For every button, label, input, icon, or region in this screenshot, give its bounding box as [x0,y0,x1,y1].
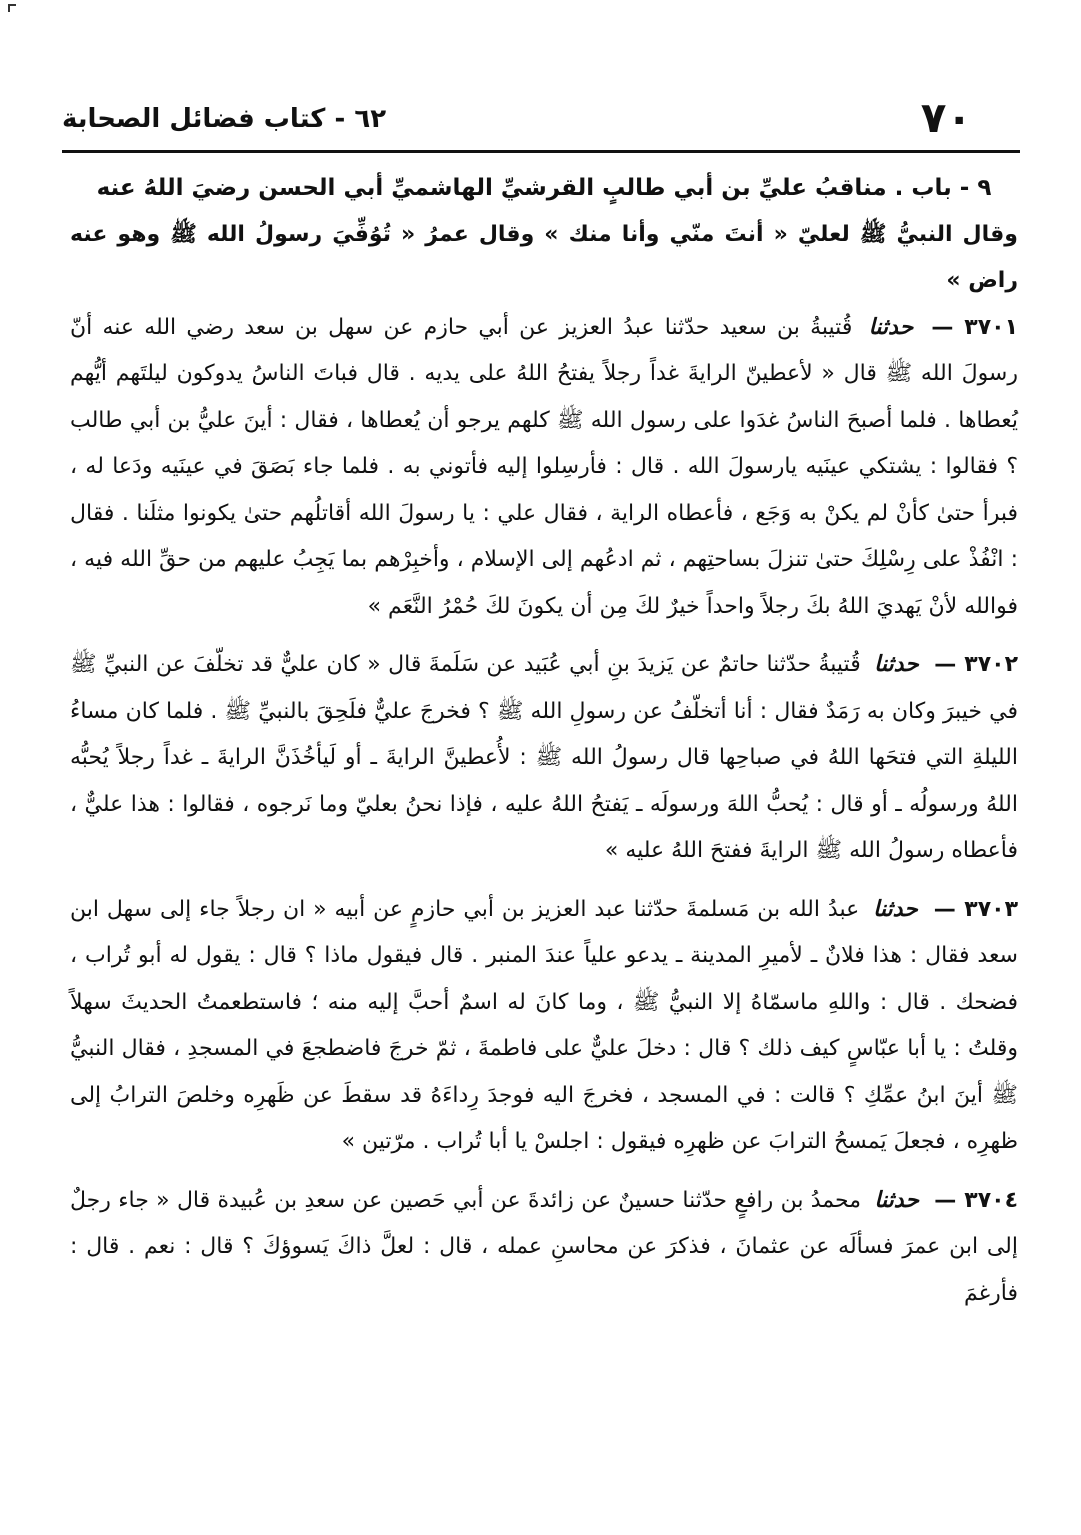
hadith-3702 [70,642,1018,875]
chapter-heading: ٩ - باب . مناقبُ عليِّ بن أبي طالبٍ القرشيِّ الهاشميِّ أبي الحسن رضيَ اللهُ عنه [96,175,992,201]
hadith-opening: حدثنا [873,896,918,922]
page-number: ٧٠ [920,93,972,142]
hadith-3703 [70,887,1018,1166]
hadith-opening: حدثنا [874,1187,919,1213]
hadith-text: قُتيبةُ حدّثنا حاتمٌ عن يَزيدَ بنِ أبي عُبَيد عن سَلَمةَ قال « كان عليٌّ قد تخلّفَ عن النبيِّ ﷺ في خيبرَ وكان به رَمَدٌ فقال : أنا أتخلّفُ عن رسولِ الله ﷺ ؟ فخرجَ عليٌّ فلَحِقَ بالنبيِّ ﷺ . فلما كان مساءُ الليلةِ التي فتحَها اللهُ في صباحِها قال رسولُ الله ﷺ : لأُعطينَّ الرايةَ ـ أو لَيأخُذَنَّ الرايةَ ـ غداً رجلاً يُحبُّه اللهُ ورسولُه ـ أو قال : يُحبُّ اللهَ ورسولَه ـ يَفتحُ اللهُ عليه ، فإذا نحنُ بعليّ وما نَرجوه ، فقالوا : هذا عليٌّ ، فأعطاه رسولُ الله ﷺ الرايةَ ففتحَ اللهُ عليه » [70,652,1018,863]
hadith-opening: حدثنا [868,314,914,340]
page-header [62,92,1012,154]
hadith-text: عبدُ الله بن مَسلمةَ حدّثنا عبد العزيز بن أبي حازمٍ عن أبيه « ان رجلاً جاء إلى سهل ابن سعد فقال : هذا فلانٌ ـ لأميرِ المدينة ـ يدعو علياً عندَ المنبر . قال فيقول ماذا ؟ قال : يقول له أبو تُراب ، فضحك . قال : واللهِ ماسمّاهُ إلا النبيُّ ﷺ ، وما كانَ له اسمٌ أحبَّ إليه منه ؛ فاستطعمتُ الحديثَ سهلاً وقلتُ : يا أبا عبّاسٍ كيف ذلك ؟ قال : دخلَ عليٌّ على فاطمةَ ، ثمّ خرجَ فاضطجعَ في المسجدِ ، فقال النبيُّ ﷺ أينَ ابنُ عمِّكِ ؟ قالت : في المسجد ، فخرجَ اليه فوجدَ رِداءَهُ قد سقطَ عن ظَهرِه وخلصَ الترابُ إلى ظهرِه ، فجعلَ يَمسحُ الترابَ عن ظهرِه فيقول : اجلسْ يا أبا تُراب . مرّتين » [70,896,1018,1154]
hadith-3701 [70,305,1018,631]
hadith-opening: حدثنا [874,652,919,677]
hadith-number: ٣٧٠٢ — [934,652,1018,677]
hadith-text: محمدُ بن رافعٍ حدّثنا حسينٌ عن زائدةَ عن أبي حَصين عن سعدِ بن عُبيدة قال « جاء رجلٌ إلى ابن عمرَ فسألَه عن عثمانَ ، فذكرَ عن محاسنِ عمله ، قال : لعلَّ ذاكَ يَسوؤكَ ؟ قال : نعم . قال : فأرغمَ [70,1187,1018,1306]
hadith-3704 [70,1178,1018,1318]
hadith-number: ٣٧٠٤ — [934,1187,1018,1213]
header-rule [62,150,1020,153]
hadith-number: ٣٧٠١ — [931,314,1018,340]
chapter-intro: وقال النبيُّ ﷺ لعليّ « أنتَ منّي وأنا منك » وقال عمرُ « تُوُفِّيَ رسولُ الله ﷺ وهو عنه راض » [70,221,1018,293]
running-title: ٦٢ - كتاب فضائل الصحابة [62,104,387,134]
scan-corner-mark [8,4,16,12]
hadith-number: ٣٧٠٣ — [933,896,1018,922]
page-body [70,165,1018,1329]
hadith-text: قُتيبةُ بن سعيد حدّثنا عبدُ العزيز عن أبي حازم عن سهل بن سعد رضي الله عنه أنّ رسولَ الله ﷺ قال « لأعطينّ الرايةَ غداً رجلاً يفتحُ اللهُ على يديه . قال فباتَ الناسُ يدوكون ليلتَهم أيُّهم يُعطاها . فلما أصبحَ الناسُ غدَوا على رسول الله ﷺ كلهم يرجو أن يُعطاها ، فقال : أينَ عليُّ بن أبي طالب ؟ فقالوا : يشتكي عينَيه يارسولَ الله . قال : فأرسِلوا إليه فأتوني به . فلما جاء بَصَقَ في عينَيه ودَعا له ، فبرأ حتىٰ كأنْ لم يكنْ به وَجَع ، فأعطاه الراية ، فقال علي : يا رسولَ الله أقاتلُهم حتىٰ يكونوا مثلَنا . فقال : انْفُذْ على رِسْلِكَ حتىٰ تنزلَ بساحتِهم ، ثم ادعُهم إلى الإسلام ، وأخبِرْهم بما يَجِبُ عليهم من حقِّ الله فيه ، فوالله لأنْ يَهديَ اللهُ بكَ رجلاً واحداً خيرٌ لكَ مِن أن يكونَ لكَ حُمْرُ النَّعَم » [70,314,1018,619]
